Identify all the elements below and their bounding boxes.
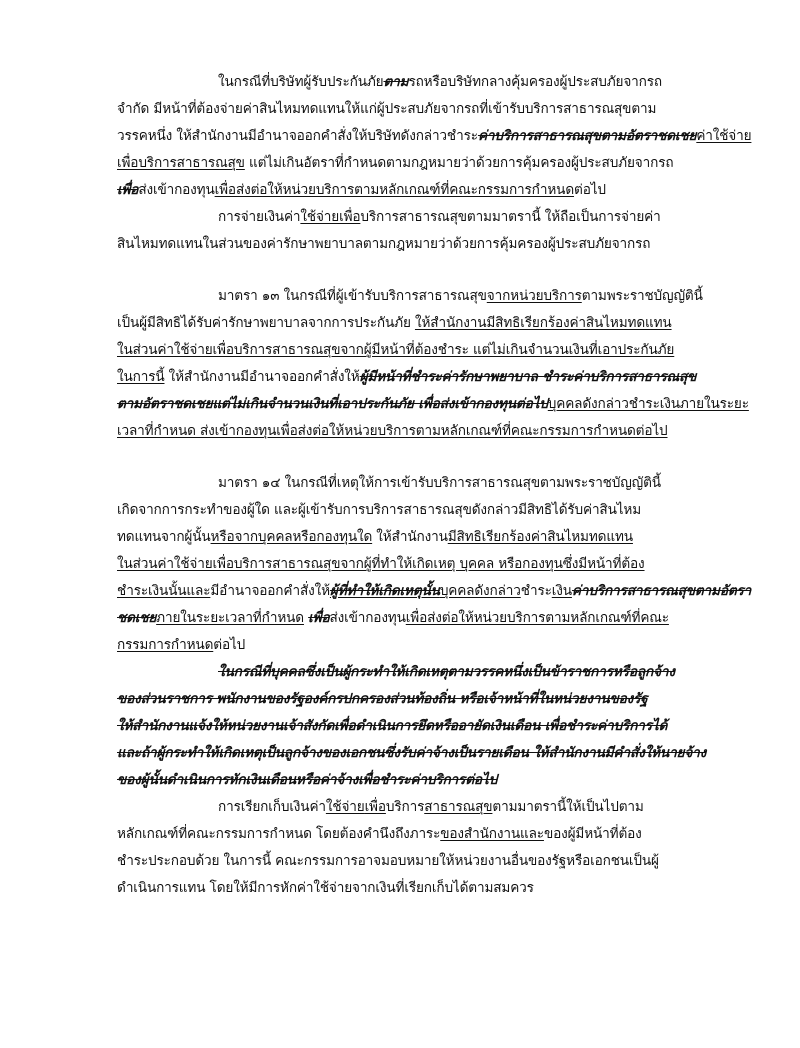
inserted-text: ค่าใช้จ่าย [696,128,752,144]
text-run: วรรคหนึ่ง ให้สำนักงานมีอำนาจออกคำสั่งให้บริษัทดังกล่าวชำระ [117,128,478,144]
text-run: ของผู้มีหน้าที่ต้อง [543,826,642,842]
struck-text: ตามอัตราชดเชยแต่ไม่เกินจำนวนเงินที่เอาประกันภัย เพื่อส่งเข้ากองทุนต่อไป [117,396,548,412]
inserted-text: เพื่อส่งต่อให้หน่วยบริการตามหลักเกณฑ์ที่คณะ [405,610,669,626]
struck-text: ชดเชย [117,610,157,626]
inserted-text: เพื่อ [364,799,386,815]
paragraph-line [218,207,661,227]
paragraph-line [117,313,672,333]
text-run: มีอำนาจออกคำสั่งให้ [210,583,330,599]
text-run: ต่อไป [213,637,246,653]
paragraph-line [117,153,673,173]
text-run: ในกรณีที่บริษัทผู้รับประกันภัย [218,74,384,90]
text-run: รถหรือบริษัทกลางคุ้มครองผู้ประสบภัยจากรถ [408,74,662,90]
text-run: ต่อไป [574,182,606,198]
paragraph-line: เกิดจากการกระทำของผู้ใด และผู้เข้ารับการบริการสาธารณสุขดังกล่าวมีสิทธิได้รับค่าสินไหม [117,502,642,518]
paragraph-line [117,581,751,601]
inserted-text: ในการนี้ [117,369,165,385]
text-run: แต่ไม่เกินอัตราที่กำหนดตามกฎหมายว่าด้วยการคุ้มครองผู้ประสบภัยจากรถ [244,155,674,171]
paragraph-line: มาตรา ๑๔ ในกรณีที่เหตุให้การเข้ารับบริการสาธารณสุขตามพระราชบัญญัตินี้ [218,475,661,491]
paragraph-line [117,394,749,414]
text-run: มาตรา ๑๓ ในกรณีที่ผู้เข้ารับบริการสาธารณสุข [218,288,487,304]
text-run: ตามพระราชบัญญัตินี้ [581,288,703,304]
deleted-paragraph-line: ของผู้นั้นดำเนินการหักเงินเดือนหรือค่าจ้างเพื่อชำระค่าบริการต่อไป [117,772,498,788]
inserted-text: ใช้จ่ายเพื่อ [300,209,361,225]
struck-text: ค่าบริการสาธารณสุขตามอัตราชดเชย [477,128,697,144]
paragraph-line [117,180,606,200]
inserted-text: บุคคลดังกล่าวชำระเงินภายในระยะ [547,396,749,412]
inserted-text: เพื่อบริการสาธารณสุข [117,155,245,171]
paragraph-line [218,797,644,817]
inserted-text: มีสิทธิเรียกร้องค่าสินไหมทดแทน [447,529,633,545]
paragraph-line [218,72,662,92]
paragraph-line: ดำเนินการแทน โดยให้มีการหักค่าใช้จ่ายจากเงินที่เรียกเก็บได้ตามสมควร [117,880,534,896]
inserted-text: ชำระเงินนั้นและ [117,583,211,599]
inserted-text: ของสำนักงานและ [440,826,544,842]
text-run: ส่งเข้ากองทุน [138,182,215,198]
paragraph-line: สินไหมทดแทนในส่วนของค่ารักษาพยาบาลตามกฎหมายว่าด้วยการคุ้มครองผู้ประสบภัยจากรถ [117,236,651,252]
inserted-text: ให้สำนักงานมีสิทธิเรียกร้องค่าสินไหมทดแทน [414,315,672,331]
paragraph-line [117,824,642,844]
paragraph-line: เวลาที่กำหนด ส่งเข้ากองทุนเพื่อส่งต่อให้หน่วยบริการตามหลักเกณฑ์ที่คณะกรรมการกำหนดต่อไป [117,423,668,439]
struck-text: ผู้มีหน้าที่ชำระค่ารักษาพยาบาล ชำระค่าบริการสาธารณสุข [359,369,697,385]
paragraph-line [117,527,633,547]
paragraph-line [117,367,696,387]
paragraph-line: ในส่วนค่าใช้จ่ายเพื่อบริการสาธารณสุขจากผู้มีหน้าที่ต้องชำระ แต่ไม่เกินจำนวนเงินที่เอาประกันภัย [117,342,675,358]
text-run: ชำระ [520,583,552,599]
inserted-text: บุคคลดังกล่าว [439,583,521,599]
text-run: ตามมาตรานี้ให้เป็นไปตาม [492,799,644,815]
struck-text: เพื่อ [117,182,139,198]
text-run: ให้สำนักงานมีอำนาจออกคำสั่งให้ [164,369,360,385]
text-run: เป็นผู้มีสิทธิได้รับค่ารักษาพยาบาลจากการประกันภัย [117,315,415,331]
inserted-text: เพื่อส่งต่อให้หน่วยบริการตามหลักเกณฑ์ที่คณะกรรมการกำหนด [214,182,575,198]
inserted-text: ภายในระยะเวลาที่กำหนด [156,610,304,626]
struck-text: เพื่อ [308,610,330,626]
text-run: การจ่ายเงินค่า [218,209,301,225]
deleted-paragraph-line: ให้สำนักงานแจ้งให้หน่วยงานเจ้าสังกัดเพื่อดำเนินการยึดหรืออายัดเงินเดือน เพื่อชำระค่าบริการได้ [117,718,668,734]
struck-text: ค่าบริการสาธารณสุขตามอัตรา [571,583,752,599]
inserted-text: สาธารณสุข [424,799,493,815]
text-run: หลักเกณฑ์ที่คณะกรรมการกำหนด โดยต้องคำนึงถึงภาระ [117,826,441,842]
text-run: บริการ [385,799,425,815]
inserted-text: กรรมการกำหนด [117,637,214,653]
paragraph-line [117,608,669,628]
paragraph-line [117,635,245,655]
inserted-text: เงิน [551,583,572,599]
inserted-text: ใช้จ่าย [325,799,365,815]
deleted-paragraph-line: และถ้าผู้กระทำให้เกิดเหตุเป็นลูกจ้างของเอกชนซึ่งรับค่าจ้างเป็นรายเดือน ให้สำนักงานมีคำสั่งให้นายจ้าง [117,745,707,761]
text-run: ส่งเข้ากองทุน [329,610,406,626]
text-run: บริการสาธารณสุขตามมาตรานี้ ให้ถือเป็นการจ่ายค่า [360,209,661,225]
deleted-paragraph-line: ในกรณีที่บุคคลซึ่งเป็นผู้กระทำให้เกิดเหตุตามวรรคหนึ่งเป็นข้าราชการหรือลูกจ้าง [218,664,675,680]
paragraph-line: จำกัด มีหน้าที่ต้องจ่ายค่าสินไหมทดแทนให้แก่ผู้ประสบภัยจากรถที่เข้ารับบริการสาธารณสุขตาม [117,101,657,117]
text-run: การเรียกเก็บเงินค่า [218,799,326,815]
text-run: ให้สำนักงาน [372,529,448,545]
text-run: ทดแทนจากผู้นั้น [117,529,211,545]
paragraph-line [117,126,751,146]
paragraph-line [218,286,703,306]
deleted-paragraph-line: ของส่วนราชการ พนักงานของรัฐองค์กรปกครองส่วนท้องถิ่น หรือเจ้าหน้าที่ในหน่วยงานของรัฐ [117,691,648,707]
paragraph-line: ในส่วนค่าใช้จ่ายเพื่อบริการสาธารณสุขจากผู้ที่ทำให้เกิดเหตุ บุคคล หรือกองทุนซึ่งมีหน้าที่ต้อง [117,556,645,572]
paragraph-line: ชำระประกอบด้วย ในการนี้ คณะกรรมการอาจมอบหมายให้หน่วยงานอื่นของรัฐหรือเอกชนเป็นผู้ [117,853,659,869]
struck-text: ตาม [383,74,409,90]
struck-text: ผู้ที่ทำให้เกิดเหตุนั้น [329,583,440,599]
inserted-text: หรือจากบุคคลหรือกองทุนใด [210,529,373,545]
inserted-text: จากหน่วยบริการ [486,288,582,304]
